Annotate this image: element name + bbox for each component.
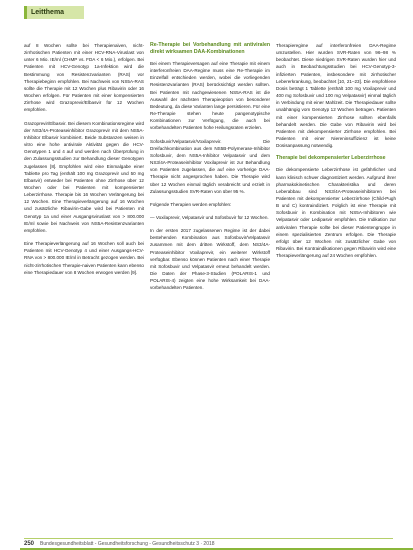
- text-column-3: [276, 42, 396, 265]
- list-intro: Folgende Therapien werden empfohlen:: [150, 201, 232, 207]
- text-column-1: [24, 42, 144, 282]
- page-number: 250: [24, 541, 35, 547]
- paragraph: Bei einem Therapieversagen auf eine Therapie mit einem interferonfreien DAA-Regime muss eine Re-Therapie im Einzelfall entschieden werden, wobei die vorliegenden Resistenzvarianten (RAS) berücksichtigt werden sollten. Bei Patienten mit nachgewiesenen NS5A-RAS ist die Auswahl der nächsten Therapieoption von besonderer Bedeutung, da diese Varianten lange persistieren. Für eine Re-Therapie stehen heute pangenotypische Kombinationen zur Verfügung, die auch bei vorbehandelten Patienten hohe Heilungsraten erzielen.: [150, 61, 270, 131]
- section-label: Leitthema: [24, 6, 84, 19]
- list-item: — Voxilaprevir, Velpatasvir und Sofosbuvir für 12 Wochen.: [150, 214, 269, 220]
- footer-divider: [24, 538, 393, 539]
- paragraph: Grazoprevir/Elbasvir. Bei diesem Kombinationsregime wird der NS3/4A-Proteaseinhibitor Grazoprevir mit dem NS5A-Inhibitor Elbasvir kombiniert. Beide Substanzen weisen in vitro eine hohe antivirale Aktivität gegen die HCV-Genotypen 1 und 4 auf und werden nach Überprüfung in den Zulassungsstudien zur Behandlung dieser Genotypen zugelassen [8]. Empfohlen wird eine Einmalgabe einer Tablette pro Tag (enthält 100 mg Grazoprevir und 50 mg Elbasvir) entweder bei Patienten ohne Zirrhose über 12 Wochen oder bei Patienten mit kompensierter Leberzirrhose. Therapie bis 16 Wochen Verlängerung bei 12 Wochen. Eine Therapieverlängerung auf 16 Wochen und zusätzliche Ribavirin-Gabe wird bei Patienten mit Genotyp 1a und einer Ausgangsviruslast von > 800.000 IE/ml sowie bei Nachweis von NS5A-Resistenzvarianten empfohlen.: [24, 120, 144, 233]
- journal-citation: Bundesgesundheitsblatt - Gesundheitsforschung - Gesundheitsschutz 3 · 2018: [40, 541, 215, 547]
- text-column-2: [150, 42, 270, 298]
- paragraph: Sofosbuvir/Velpatasvir/Voxilaprevir. Die Dreifachkombination aus dem NS5B-Polymerase-Inhibitor Sofosbuvir, dem NS5A-Inhibitor Velpatasvir und dem NS3/4A-Proteaseinhibitor Voxilaprevir ist zur Behandlung von Patienten zugelassen, die auf eine vorherige DAA-Therapie nicht angesprochen haben. Die Therapie wird über 12 Wochen einmal täglich verabreicht und erzielt in Zulassungsstudien SVR-Raten von über 95 %.: [150, 138, 270, 194]
- paragraph: In der ersten 2017 zugelassenen Regime ist der dabei bestehenden Kombination aus Sofosbuvir/Velpatasvir zusammen mit dem dritten Wirkstoff, dem NS3/4A-Proteaseinhibitor Voxilaprevir, ein weiterer Wirkstoff verfügbar. Ebenso können Patienten nach einer Therapie mit Sofosbuvir und Velpatasvir erneut behandelt werden. Die Daten der Phase-3-Studien (POLARIS-1 und POLARIS-4) zeigten eine hohe Wirksamkeit bei DAA-vorbehandelten Patienten.: [150, 228, 270, 291]
- paragraph: Therapieregime auf interferonfreien DAA-Regime umzustellen. Hier wurden SVR-Raten von 96–98 % beobachtet. Diese niedrigen SVR-Raten wurden hier und auch in Beobachtungsstudien bei HCV-Genotyp-3-infizierten Patienten, insbesondere mit zirrhotischer Lebererkrankung, beobachtet [10, 21–23]. Die empfohlene Dosis beträgt 1 Tablette (enthält 100 mg Voxilaprevir und 400 mg Sofosbuvir und 100 mg Velpatasvir) einmal täglich in Verbindung mit einer Mahlzeit. Die Therapiedauer sollte unabhängig vom Genotyp 12 Wochen betragen. Patienten mit einer kompensierten Zirrhose sollten ebenfalls behandelt werden. Die Gabe von Ribavirin wird bei Patienten mit dekompensierter Zirrhose empfohlen. Bei Patienten mit einer Niereninsuffizienz ist keine Dosisanpassung notwendig.: [276, 43, 396, 149]
- paragraph: auf 8 Wochen sollte bei Therapienaiven, nicht-zirrhotischen Patienten mit einer HCV-RNA-Viruslast von unter 6 Mio. IE/ml (CHMP vs. FDA < 6 Mio.), erfolgen. Bei Patienten mit HCV-Genotyp 1a-Infektion wird die Bestimmung von Resistenzvarianten (RAS) vor Therapiebeginn empfohlen. Bei Nachweis von NS5A-RAS sollte die Therapie mit 12 Wochen plus Ribavirin oder 16 Wochen erfolgen. Für Patienten mit einer kompensierten Zirrhose wird Grazoprevir/Elbasvir für 12 Wochen empfohlen.: [24, 43, 144, 113]
- paragraph: Die dekompensierte Leberzirrhose ist gefährlicher und kann klinisch schwer diagnostiziert werden. Aufgrund ihrer pharmakokinetischen Charakteristika und deren Leberabbau sind NS3/4A-Proteaseinhibitoren bei Patienten mit dekompensierter Leberzirrhose (Child-Pugh B und C) kontraindiziert. Folglich ist eine Therapie mit Sofosbuvir in Kombination mit NS5A-Inhibitoren wie Velpatasvir oder Ledipasvir empfohlen. Die Indikation zur antiviralen Therapie sollte bei dieser Patientengruppe in einem spezialisierten Zentrum erfolgen. Die Therapie erfolgt über 12 Wochen mit zusätzlicher Gabe von Ribavirin. Bei Kontraindikationen gegen Ribavirin wird eine Therapieverlängerung auf 24 Wochen empfohlen.: [276, 167, 396, 259]
- paragraph: Eine Therapieverlängerung auf 16 Wochen soll auch bei Patienten mit HCV-Genotyp 4 und einer Ausgangs-HCV-RNA von > 800.000 IE/ml in Betracht gezogen werden. Bei nicht-zirrhotischen Therapie-naiven Patienten kann ebenso eine Therapiedauer von 8 Wochen erwogen werden [9].: [24, 241, 144, 275]
- section-heading: Therapie bei dekompensierter Leberzirrhose: [276, 155, 386, 162]
- section-heading: Re-Therapie bei Vorbehandlung mit antiviralen direkt wirksamen DAA-Kombinationen: [150, 42, 270, 55]
